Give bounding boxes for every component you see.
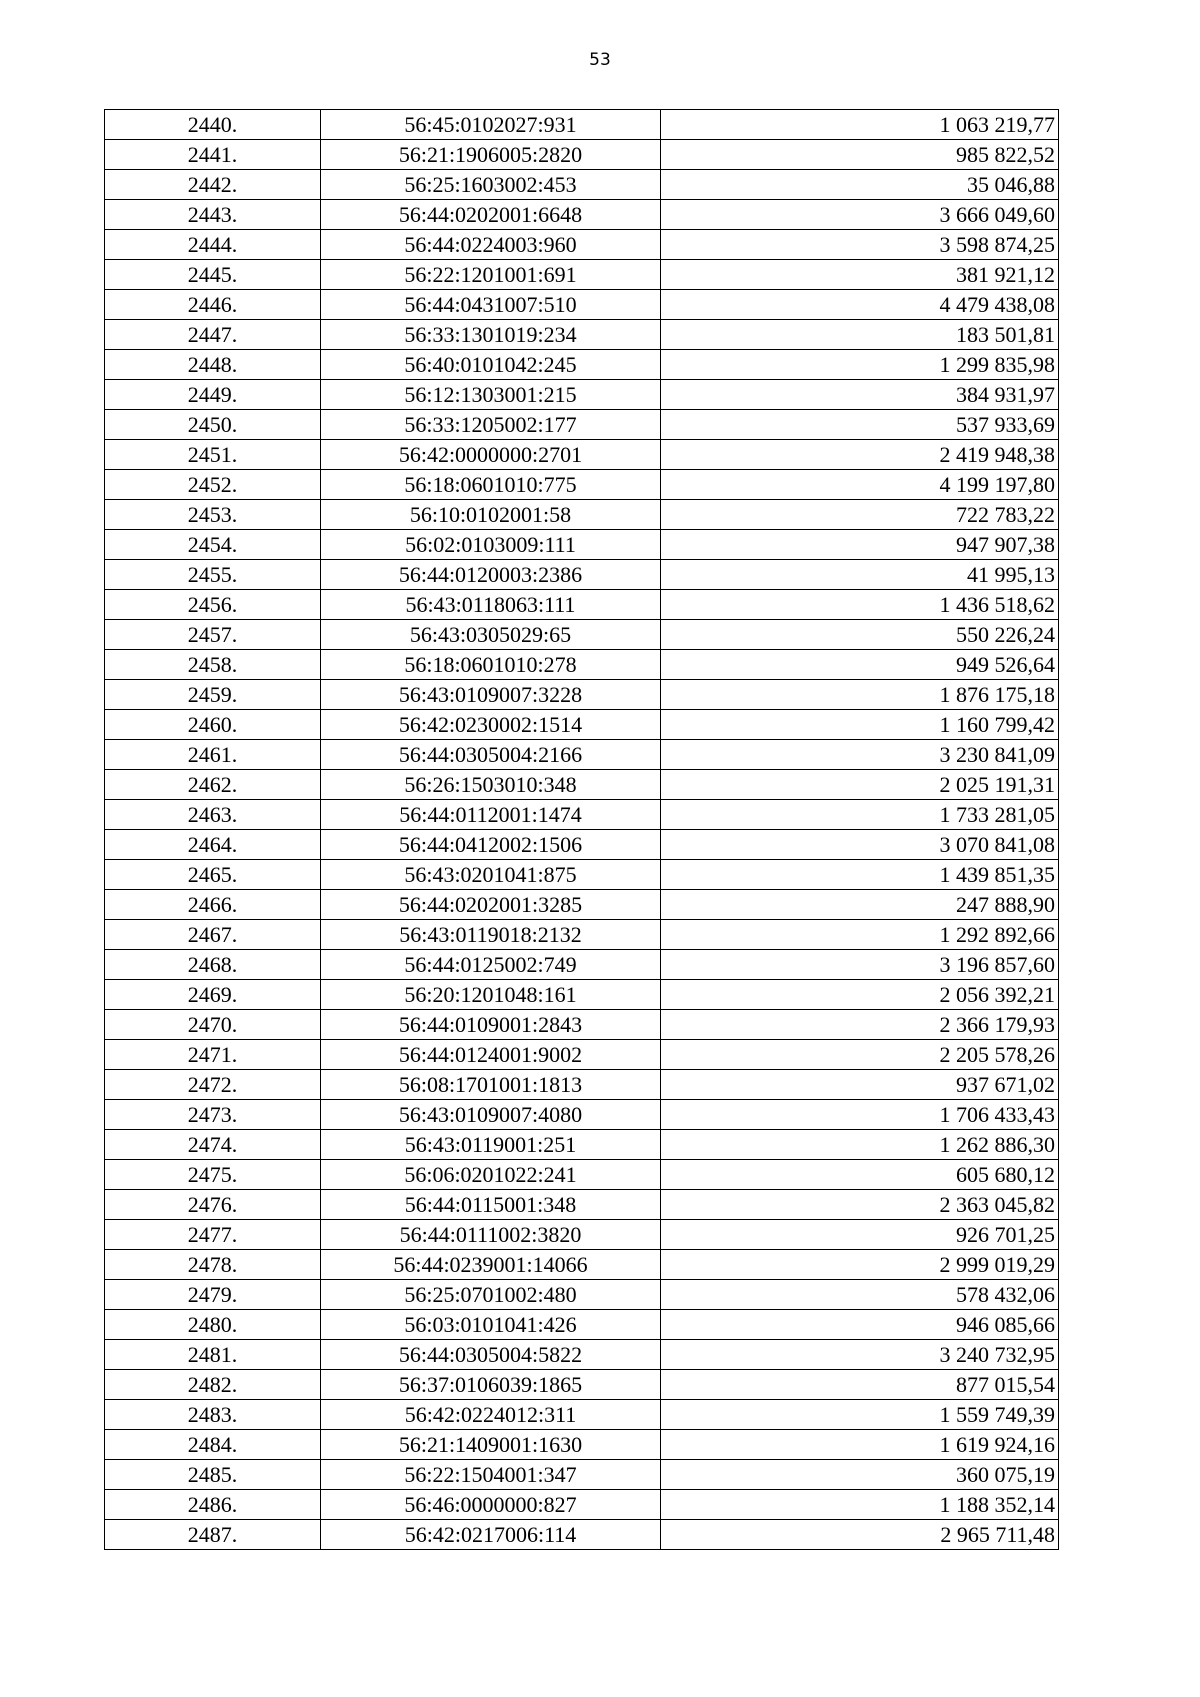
value-cell: 4 479 438,08 (661, 290, 1059, 320)
row-number-cell: 2470. (105, 1010, 321, 1040)
value-cell: 722 783,22 (661, 500, 1059, 530)
row-number-cell: 2451. (105, 440, 321, 470)
table-row (105, 1160, 1059, 1190)
cadastral-number-cell: 56:33:1301019:234 (321, 320, 661, 350)
cadastral-number-cell: 56:37:0106039:1865 (321, 1370, 661, 1400)
cadastral-number-cell: 56:43:0201041:875 (321, 860, 661, 890)
cadastral-number-cell: 56:22:1504001:347 (321, 1460, 661, 1490)
cadastral-number-cell: 56:44:0125002:749 (321, 950, 661, 980)
row-number-cell: 2454. (105, 530, 321, 560)
table-row (105, 560, 1059, 590)
value-cell: 1 292 892,66 (661, 920, 1059, 950)
cadastral-number-cell: 56:43:0109007:3228 (321, 680, 661, 710)
cadastral-number-cell: 56:20:1201048:161 (321, 980, 661, 1010)
value-cell: 2 999 019,29 (661, 1250, 1059, 1280)
table-row (105, 410, 1059, 440)
row-number-cell: 2477. (105, 1220, 321, 1250)
value-cell: 35 046,88 (661, 170, 1059, 200)
row-number-cell: 2476. (105, 1190, 321, 1220)
cadastral-number-cell: 56:44:0111002:3820 (321, 1220, 661, 1250)
table-row (105, 1400, 1059, 1430)
table-row (105, 620, 1059, 650)
table-row (105, 950, 1059, 980)
row-number-cell: 2463. (105, 800, 321, 830)
table-row (105, 1430, 1059, 1460)
cadastral-number-cell: 56:26:1503010:348 (321, 770, 661, 800)
table-row (105, 260, 1059, 290)
table-row (105, 1490, 1059, 1520)
value-cell: 2 366 179,93 (661, 1010, 1059, 1040)
row-number-cell: 2441. (105, 140, 321, 170)
cadastral-number-cell: 56:06:0201022:241 (321, 1160, 661, 1190)
table-row (105, 230, 1059, 260)
value-cell: 381 921,12 (661, 260, 1059, 290)
row-number-cell: 2467. (105, 920, 321, 950)
table-row (105, 1100, 1059, 1130)
cadastral-number-cell: 56:18:0601010:278 (321, 650, 661, 680)
row-number-cell: 2482. (105, 1370, 321, 1400)
value-cell: 2 965 711,48 (661, 1520, 1059, 1550)
table-row (105, 530, 1059, 560)
table-body (105, 110, 1059, 1550)
row-number-cell: 2475. (105, 1160, 321, 1190)
cadastral-number-cell: 56:43:0119018:2132 (321, 920, 661, 950)
table-row (105, 1370, 1059, 1400)
table-row (105, 980, 1059, 1010)
cadastral-number-cell: 56:25:0701002:480 (321, 1280, 661, 1310)
value-cell: 2 056 392,21 (661, 980, 1059, 1010)
cadastral-number-cell: 56:44:0239001:14066 (321, 1250, 661, 1280)
table-row (105, 380, 1059, 410)
value-cell: 550 226,24 (661, 620, 1059, 650)
cadastral-number-cell: 56:44:0112001:1474 (321, 800, 661, 830)
value-cell: 3 230 841,09 (661, 740, 1059, 770)
row-number-cell: 2469. (105, 980, 321, 1010)
row-number-cell: 2442. (105, 170, 321, 200)
cadastral-number-cell: 56:08:1701001:1813 (321, 1070, 661, 1100)
value-cell: 3 666 049,60 (661, 200, 1059, 230)
value-cell: 1 876 175,18 (661, 680, 1059, 710)
row-number-cell: 2481. (105, 1340, 321, 1370)
cadastral-number-cell: 56:44:0124001:9002 (321, 1040, 661, 1070)
row-number-cell: 2480. (105, 1310, 321, 1340)
value-cell: 1 188 352,14 (661, 1490, 1059, 1520)
value-cell: 946 085,66 (661, 1310, 1059, 1340)
value-cell: 2 419 948,38 (661, 440, 1059, 470)
cadastral-number-cell: 56:03:0101041:426 (321, 1310, 661, 1340)
table-row (105, 200, 1059, 230)
cadastral-number-cell: 56:21:1409001:1630 (321, 1430, 661, 1460)
row-number-cell: 2466. (105, 890, 321, 920)
cadastral-number-cell: 56:18:0601010:775 (321, 470, 661, 500)
cadastral-number-cell: 56:45:0102027:931 (321, 110, 661, 140)
table-row (105, 140, 1059, 170)
table-row (105, 110, 1059, 140)
value-cell: 3 240 732,95 (661, 1340, 1059, 1370)
row-number-cell: 2449. (105, 380, 321, 410)
value-cell: 2 205 578,26 (661, 1040, 1059, 1070)
row-number-cell: 2484. (105, 1430, 321, 1460)
value-cell: 1 439 851,35 (661, 860, 1059, 890)
value-cell: 578 432,06 (661, 1280, 1059, 1310)
row-number-cell: 2468. (105, 950, 321, 980)
cadastral-number-cell: 56:42:0230002:1514 (321, 710, 661, 740)
value-cell: 1 262 886,30 (661, 1130, 1059, 1160)
table-row (105, 740, 1059, 770)
value-cell: 537 933,69 (661, 410, 1059, 440)
table-row (105, 1520, 1059, 1550)
table-row (105, 1010, 1059, 1040)
value-cell: 877 015,54 (661, 1370, 1059, 1400)
table-row (105, 1190, 1059, 1220)
cadastral-number-cell: 56:43:0109007:4080 (321, 1100, 661, 1130)
cadastral-number-cell: 56:44:0202001:3285 (321, 890, 661, 920)
cadastral-number-cell: 56:44:0202001:6648 (321, 200, 661, 230)
value-cell: 1 733 281,05 (661, 800, 1059, 830)
value-cell: 926 701,25 (661, 1220, 1059, 1250)
cadastral-number-cell: 56:44:0109001:2843 (321, 1010, 661, 1040)
table-row (105, 590, 1059, 620)
table-row (105, 290, 1059, 320)
cadastral-number-cell: 56:40:0101042:245 (321, 350, 661, 380)
row-number-cell: 2447. (105, 320, 321, 350)
row-number-cell: 2445. (105, 260, 321, 290)
row-number-cell: 2485. (105, 1460, 321, 1490)
value-cell: 947 907,38 (661, 530, 1059, 560)
table-row (105, 1070, 1059, 1100)
row-number-cell: 2459. (105, 680, 321, 710)
row-number-cell: 2448. (105, 350, 321, 380)
table-row (105, 1220, 1059, 1250)
cadastral-number-cell: 56:44:0115001:348 (321, 1190, 661, 1220)
table-row (105, 1340, 1059, 1370)
table-row (105, 1460, 1059, 1490)
table-row (105, 470, 1059, 500)
row-number-cell: 2483. (105, 1400, 321, 1430)
value-cell: 4 199 197,80 (661, 470, 1059, 500)
value-cell: 1 160 799,42 (661, 710, 1059, 740)
table-row (105, 1040, 1059, 1070)
value-cell: 1 559 749,39 (661, 1400, 1059, 1430)
cadastral-number-cell: 56:44:0224003:960 (321, 230, 661, 260)
value-cell: 1 619 924,16 (661, 1430, 1059, 1460)
value-cell: 360 075,19 (661, 1460, 1059, 1490)
row-number-cell: 2486. (105, 1490, 321, 1520)
value-cell: 1 299 835,98 (661, 350, 1059, 380)
cadastral-number-cell: 56:44:0412002:1506 (321, 830, 661, 860)
row-number-cell: 2457. (105, 620, 321, 650)
row-number-cell: 2440. (105, 110, 321, 140)
row-number-cell: 2443. (105, 200, 321, 230)
cadastral-number-cell: 56:44:0305004:5822 (321, 1340, 661, 1370)
table-row (105, 350, 1059, 380)
cadastral-value-table (104, 109, 1059, 1550)
row-number-cell: 2453. (105, 500, 321, 530)
table-row (105, 1280, 1059, 1310)
value-cell: 41 995,13 (661, 560, 1059, 590)
table-row (105, 1130, 1059, 1160)
cadastral-number-cell: 56:44:0305004:2166 (321, 740, 661, 770)
cadastral-number-cell: 56:44:0120003:2386 (321, 560, 661, 590)
value-cell: 2 025 191,31 (661, 770, 1059, 800)
value-cell: 985 822,52 (661, 140, 1059, 170)
cadastral-number-cell: 56:43:0305029:65 (321, 620, 661, 650)
cadastral-number-cell: 56:25:1603002:453 (321, 170, 661, 200)
row-number-cell: 2478. (105, 1250, 321, 1280)
cadastral-number-cell: 56:42:0217006:114 (321, 1520, 661, 1550)
table-row (105, 1310, 1059, 1340)
table-row (105, 170, 1059, 200)
table-row (105, 920, 1059, 950)
cadastral-number-cell: 56:21:1906005:2820 (321, 140, 661, 170)
row-number-cell: 2473. (105, 1100, 321, 1130)
value-cell: 1 063 219,77 (661, 110, 1059, 140)
cadastral-number-cell: 56:02:0103009:111 (321, 530, 661, 560)
table-row (105, 320, 1059, 350)
cadastral-number-cell: 56:22:1201001:691 (321, 260, 661, 290)
cadastral-number-cell: 56:42:0224012:311 (321, 1400, 661, 1430)
table-row (105, 890, 1059, 920)
table-row (105, 830, 1059, 860)
cadastral-number-cell: 56:43:0118063:111 (321, 590, 661, 620)
row-number-cell: 2487. (105, 1520, 321, 1550)
cadastral-number-cell: 56:42:0000000:2701 (321, 440, 661, 470)
table-row (105, 800, 1059, 830)
cadastral-number-cell: 56:12:1303001:215 (321, 380, 661, 410)
table-row (105, 710, 1059, 740)
row-number-cell: 2450. (105, 410, 321, 440)
value-cell: 3 598 874,25 (661, 230, 1059, 260)
row-number-cell: 2456. (105, 590, 321, 620)
value-cell: 937 671,02 (661, 1070, 1059, 1100)
row-number-cell: 2465. (105, 860, 321, 890)
row-number-cell: 2446. (105, 290, 321, 320)
cadastral-number-cell: 56:46:0000000:827 (321, 1490, 661, 1520)
cadastral-number-cell: 56:44:0431007:510 (321, 290, 661, 320)
row-number-cell: 2461. (105, 740, 321, 770)
value-cell: 247 888,90 (661, 890, 1059, 920)
cadastral-number-cell: 56:10:0102001:58 (321, 500, 661, 530)
row-number-cell: 2462. (105, 770, 321, 800)
value-cell: 3 070 841,08 (661, 830, 1059, 860)
cadastral-number-cell: 56:33:1205002:177 (321, 410, 661, 440)
row-number-cell: 2471. (105, 1040, 321, 1070)
value-cell: 605 680,12 (661, 1160, 1059, 1190)
row-number-cell: 2444. (105, 230, 321, 260)
table-row (105, 650, 1059, 680)
row-number-cell: 2452. (105, 470, 321, 500)
value-cell: 183 501,81 (661, 320, 1059, 350)
table-row (105, 860, 1059, 890)
value-cell: 2 363 045,82 (661, 1190, 1059, 1220)
table-row (105, 500, 1059, 530)
value-cell: 1 706 433,43 (661, 1100, 1059, 1130)
table-row (105, 440, 1059, 470)
row-number-cell: 2464. (105, 830, 321, 860)
page-number: 53 (589, 50, 611, 70)
value-cell: 949 526,64 (661, 650, 1059, 680)
value-cell: 1 436 518,62 (661, 590, 1059, 620)
table-row (105, 680, 1059, 710)
table-row (105, 1250, 1059, 1280)
row-number-cell: 2460. (105, 710, 321, 740)
row-number-cell: 2455. (105, 560, 321, 590)
value-cell: 3 196 857,60 (661, 950, 1059, 980)
row-number-cell: 2458. (105, 650, 321, 680)
row-number-cell: 2472. (105, 1070, 321, 1100)
row-number-cell: 2474. (105, 1130, 321, 1160)
value-cell: 384 931,97 (661, 380, 1059, 410)
table-row (105, 770, 1059, 800)
cadastral-number-cell: 56:43:0119001:251 (321, 1130, 661, 1160)
row-number-cell: 2479. (105, 1280, 321, 1310)
